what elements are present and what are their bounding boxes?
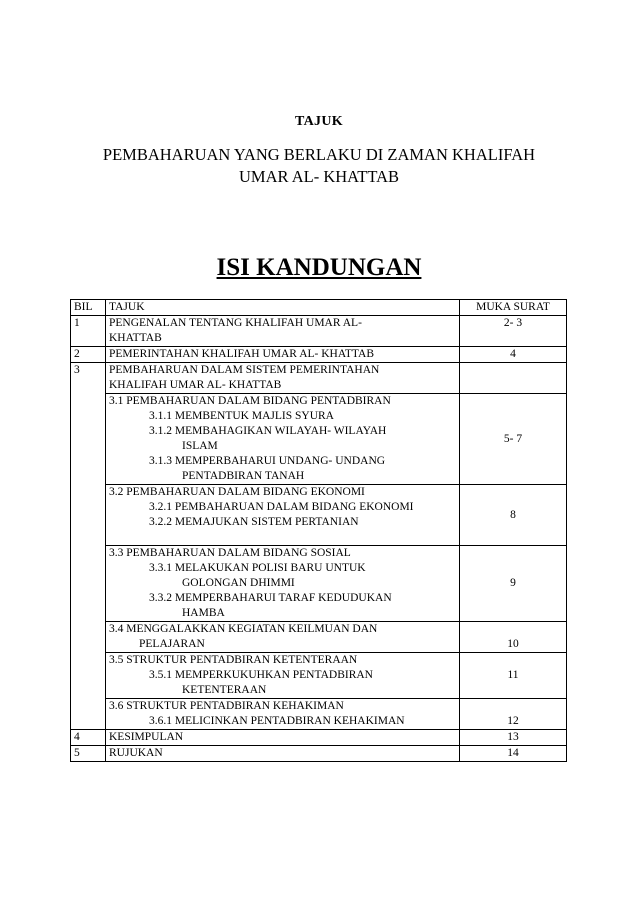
table-row bbox=[71, 653, 567, 699]
row-bil: 2 bbox=[71, 347, 106, 363]
table-row bbox=[71, 546, 567, 622]
toc-table bbox=[70, 299, 567, 762]
row-bil: 5 bbox=[71, 746, 106, 762]
table-row bbox=[71, 363, 567, 394]
section-3-1: 3.1 PEMBAHARUAN DALAM BIDANG PENTADBIRAN 3.1.1 MEMBENTUK MAJLIS SYURA 3.1.2 MEMBAHAGIKAN WILAYAH- WILAYAH ISLAM 3.1.3 MEMPERBAHARUI UNDANG- UNDANG PENTADBIRAN TANAH bbox=[106, 394, 460, 485]
row-title: RUJUKAN bbox=[106, 746, 460, 762]
row-title: PENGENALAN TENTANG KHALIFAH UMAR AL- KHATTAB bbox=[106, 316, 460, 347]
row-title: KESIMPULAN bbox=[106, 730, 460, 746]
row-title: PEMERINTAHAN KHALIFAH UMAR AL- KHATTAB bbox=[106, 347, 460, 363]
section-3-4: 3.4 MENGGALAKKAN KEGIATAN KEILMUAN DAN PELAJARAN bbox=[106, 622, 460, 653]
section-3-5: 3.5 STRUKTUR PENTADBIRAN KETENTERAAN 3.5.1 MEMPERKUKUHKAN PENTADBIRAN KETENTERAAN bbox=[106, 653, 460, 699]
table-row bbox=[71, 485, 567, 546]
row-bil: 1 bbox=[71, 316, 106, 347]
table-row bbox=[71, 394, 567, 485]
row-page bbox=[460, 363, 567, 394]
row-page: 2- 3 bbox=[460, 316, 567, 347]
row-page: 4 bbox=[460, 347, 567, 363]
row-page: 10 bbox=[460, 622, 567, 653]
title-line-1: PEMBAHARUAN YANG BERLAKU DI ZAMAN KHALIFAH bbox=[102, 145, 536, 164]
row-page: 12 bbox=[460, 699, 567, 730]
row-page: 11 bbox=[460, 653, 567, 699]
row-page: 13 bbox=[460, 730, 567, 746]
header-tajuk: TAJUK bbox=[106, 300, 460, 316]
table-header-row bbox=[71, 300, 567, 316]
section-3-3: 3.3 PEMBAHARUAN DALAM BIDANG SOSIAL 3.3.1 MELAKUKAN POLISI BARU UNTUK GOLONGAN DHIMMI 3.3.2 MEMPERBAHARUI TARAF KEDUDUKAN HAMBA bbox=[106, 546, 460, 622]
tajuk-label: TAJUK bbox=[295, 114, 343, 129]
section-3-6: 3.6 STRUKTUR PENTADBIRAN KEHAKIMAN 3.6.1 MELICINKAN PENTADBIRAN KEHAKIMAN bbox=[106, 699, 460, 730]
section-3-2: 3.2 PEMBAHARUAN DALAM BIDANG EKONOMI 3.2.1 PEMBAHARUAN DALAM BIDANG EKONOMI 3.2.2 MEMAJUKAN SISTEM PERTANIAN bbox=[106, 485, 460, 546]
table-row bbox=[71, 316, 567, 347]
header-bil: BIL bbox=[71, 300, 106, 316]
table-row bbox=[71, 622, 567, 653]
title-line-2: UMAR AL- KHATTAB bbox=[238, 167, 399, 186]
row-page: 14 bbox=[460, 746, 567, 762]
row-bil: 3 bbox=[71, 363, 106, 730]
header-muka-surat: MUKA SURAT bbox=[460, 300, 567, 316]
table-row bbox=[71, 730, 567, 746]
document-title bbox=[0, 144, 638, 188]
row-page: 5- 7 bbox=[460, 394, 567, 485]
table-row bbox=[71, 347, 567, 363]
row-bil: 4 bbox=[71, 730, 106, 746]
toc-heading: ISI KANDUNGAN bbox=[216, 254, 422, 281]
table-row bbox=[71, 699, 567, 730]
row-page: 8 bbox=[460, 485, 567, 546]
row-title: PEMBAHARUAN DALAM SISTEM PEMERINTAHAN KHALIFAH UMAR AL- KHATTAB bbox=[106, 363, 460, 394]
table-row bbox=[71, 746, 567, 762]
row-page: 9 bbox=[460, 546, 567, 622]
